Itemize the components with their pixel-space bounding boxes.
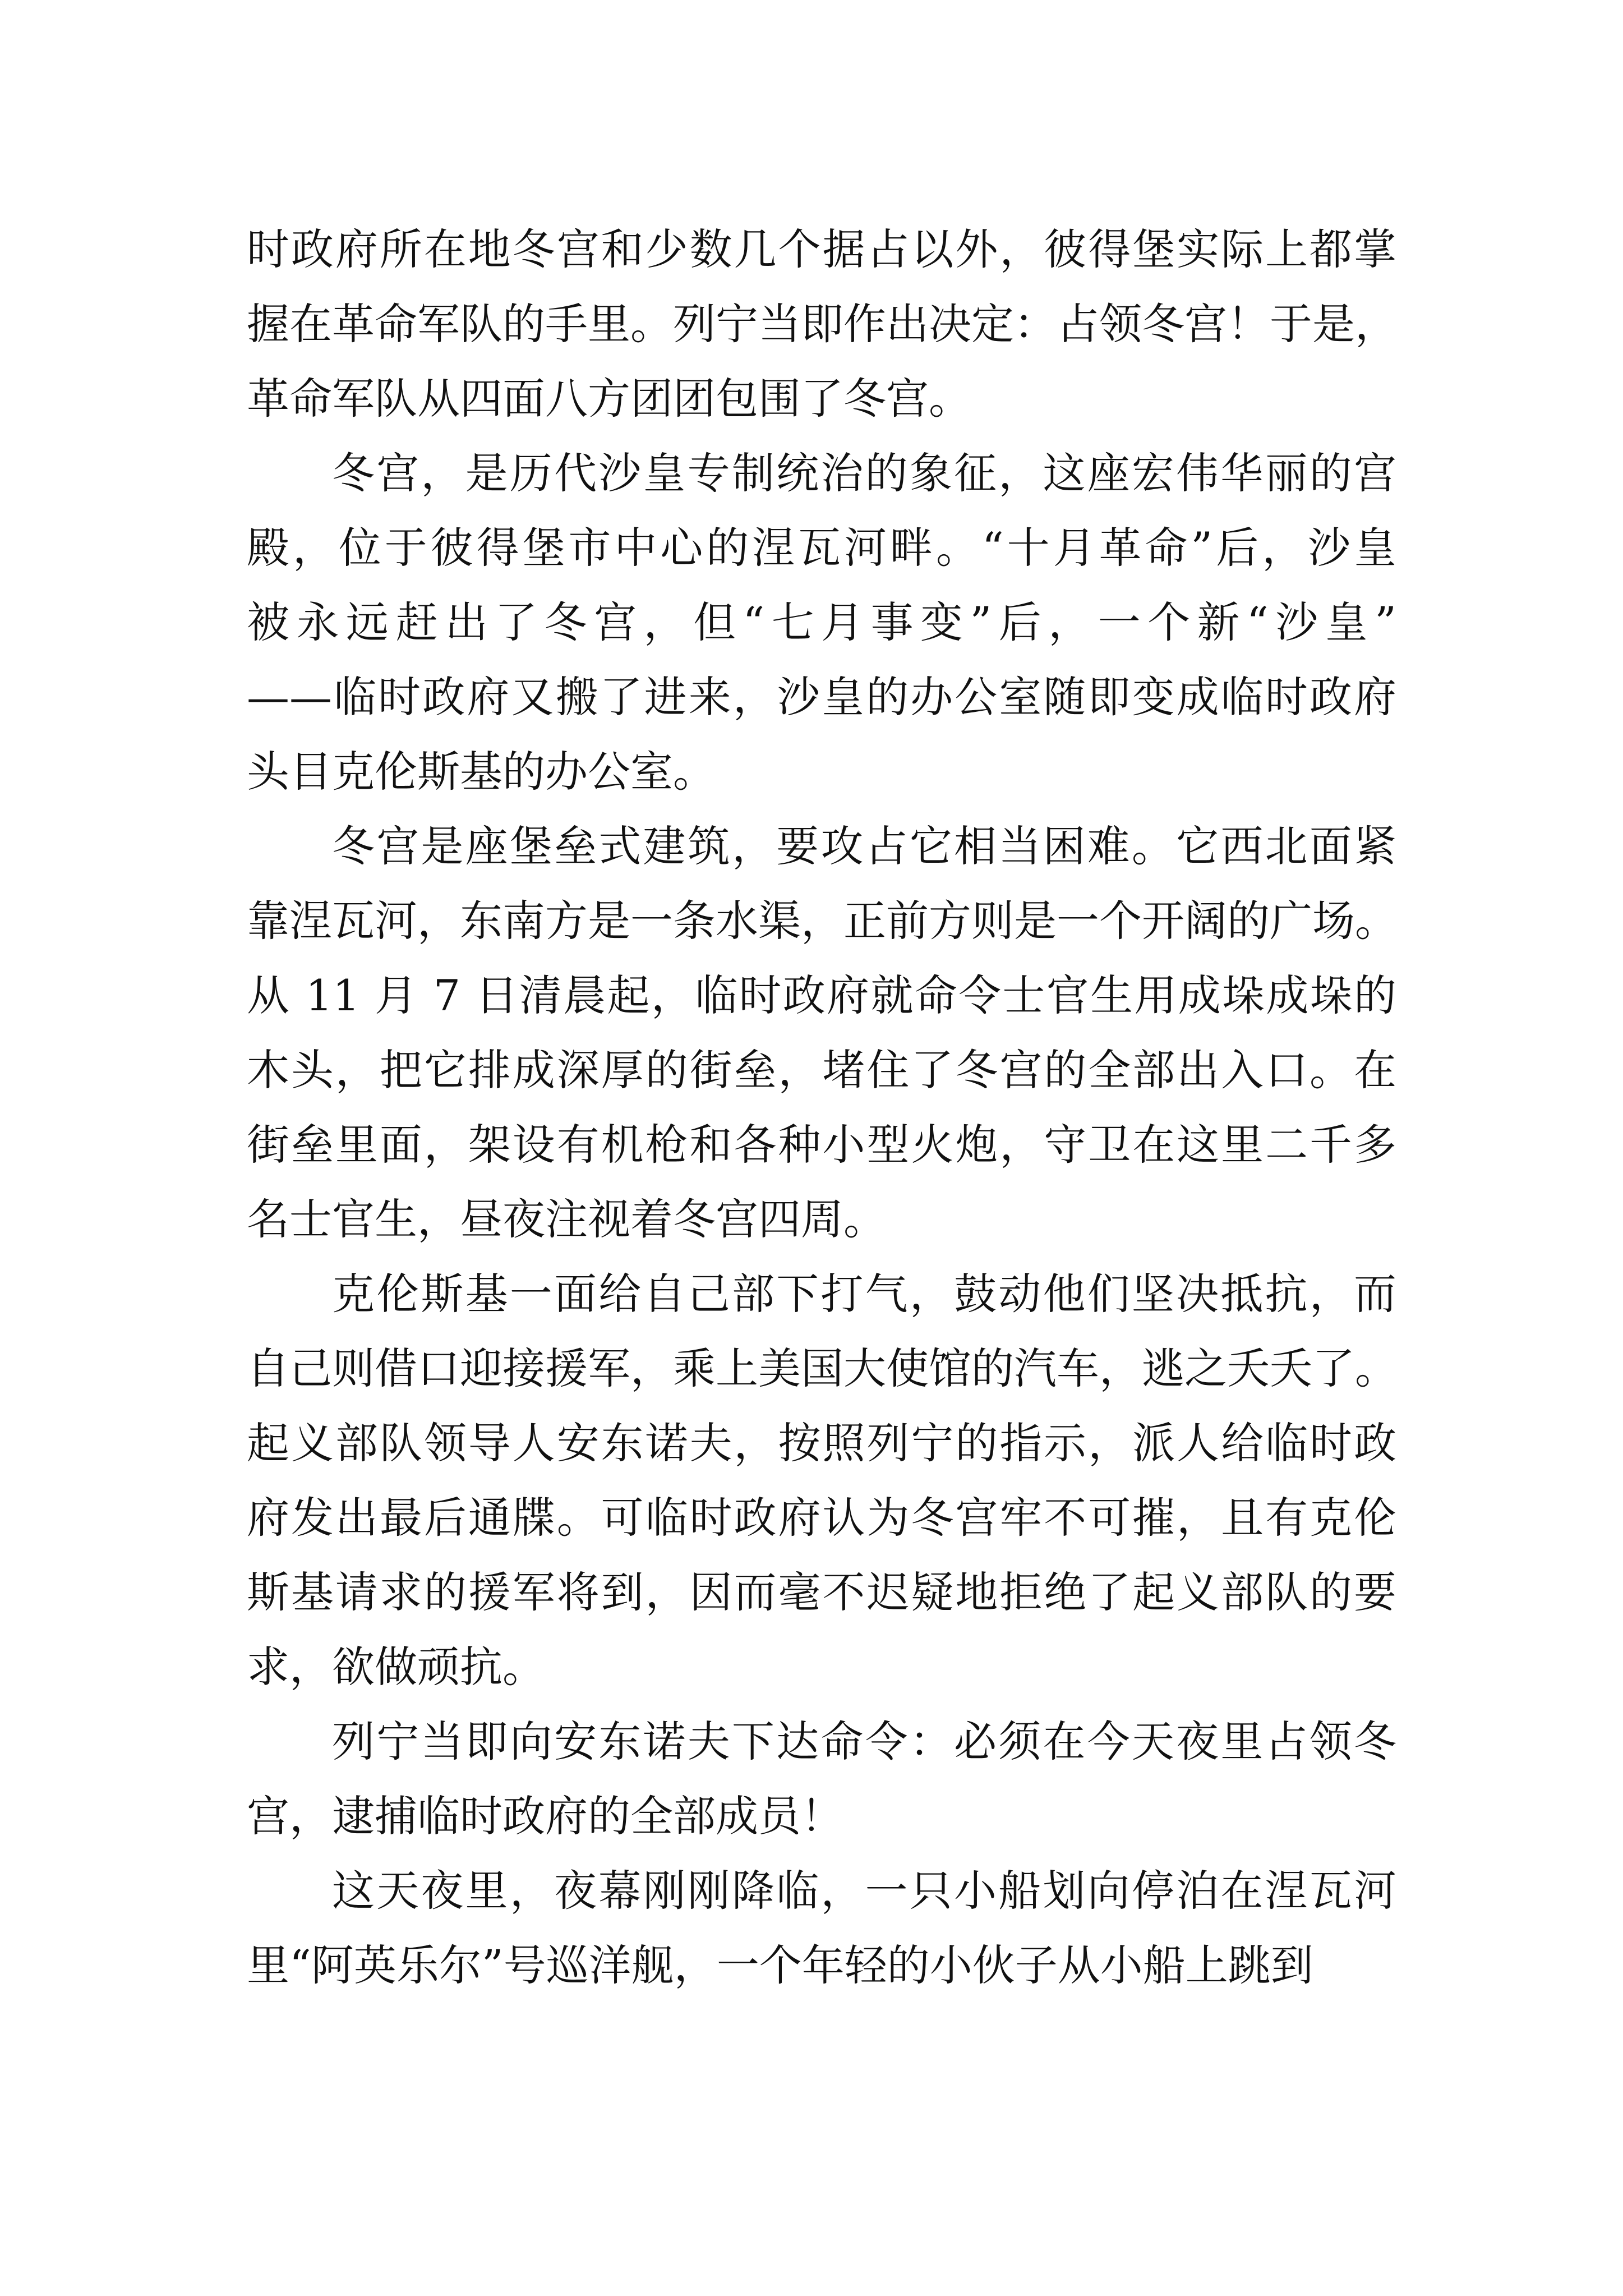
text-line: 冬宫是座堡垒式建筑，要攻占它相当困难。它西北面紧 (332, 821, 1396, 871)
text-line: 自己则借口迎接援军，乘上美国大使馆的汽车，逃之夭夭了。 (247, 1343, 1398, 1393)
paragraph (247, 809, 1396, 1257)
text-line: 这天夜里，夜幕刚刚降临，一只小船划向停泊在涅瓦河 (332, 1866, 1396, 1916)
text-line: 起义部队领导人安东诺夫，按照列宁的指示，派人给临时政 (247, 1418, 1396, 1468)
paragraph (247, 212, 1396, 436)
text-line: 斯基请求的援军将到，因而毫不迟疑地拒绝了起义部队的要 (247, 1567, 1396, 1617)
text-line: ——临时政府又搬了进来，沙皇的办公室随即变成临时政府 (247, 672, 1396, 722)
text-line: 求，欲做顽抗。 (247, 1642, 545, 1692)
text-line: 里“阿英乐尔”号巡洋舰，一个年轻的小伙子从小船上跳到 (247, 1940, 1313, 1990)
text-line: 街垒里面，架设有机枪和各种小型火炮，守卫在这里二千多 (247, 1120, 1396, 1170)
text-line: 时政府所在地冬宫和少数几个据占以外，彼得堡实际上都掌 (247, 224, 1396, 274)
text-line: 木头，把它排成深厚的街垒，堵住了冬宫的全部出入口。在 (247, 1045, 1396, 1095)
text-line: 头目克伦斯基的办公室。 (247, 747, 716, 797)
text-line: 克伦斯基一面给自己部下打气，鼓动他们坚决抵抗，而 (332, 1269, 1396, 1319)
paragraph (247, 1853, 1396, 2003)
text-line: 列宁当即向安东诺夫下达命令：必须在今天夜里占领冬 (332, 1717, 1396, 1766)
text-line: 府发出最后通牒。可临时政府认为冬宫牢不可摧，且有克伦 (247, 1493, 1396, 1543)
body-text (247, 212, 1396, 2003)
text-line: 冬宫，是历代沙皇专制统治的象征，这座宏伟华丽的宫 (332, 448, 1396, 498)
text-line: 宫，逮捕临时政府的全部成员！ (247, 1791, 843, 1841)
paragraph (247, 1257, 1396, 1704)
text-line: 从 11 月 7 日清晨起，临时政府就命令士官生用成垛成垛的 (247, 970, 1396, 1020)
text-line: 殿，位于彼得堡市中心的涅瓦河畔。“十月革命”后，沙皇 (247, 523, 1396, 573)
text-line: 被永远赶出了冬宫，但“七月事变”后，一个新“沙皇” (247, 597, 1396, 647)
text-line: 名士官生，昼夜注视着冬宫四周。 (247, 1194, 886, 1244)
text-line: 握在革命军队的手里。列宁当即作出决定：占领冬宫！于是， (247, 299, 1398, 349)
paragraph (247, 1704, 1396, 1853)
paragraph (247, 436, 1396, 809)
text-line: 靠涅瓦河，东南方是一条水渠，正前方则是一个开阔的广场。 (247, 896, 1398, 946)
text-line: 革命军队从四面八方团团包围了冬宫。 (247, 374, 971, 424)
